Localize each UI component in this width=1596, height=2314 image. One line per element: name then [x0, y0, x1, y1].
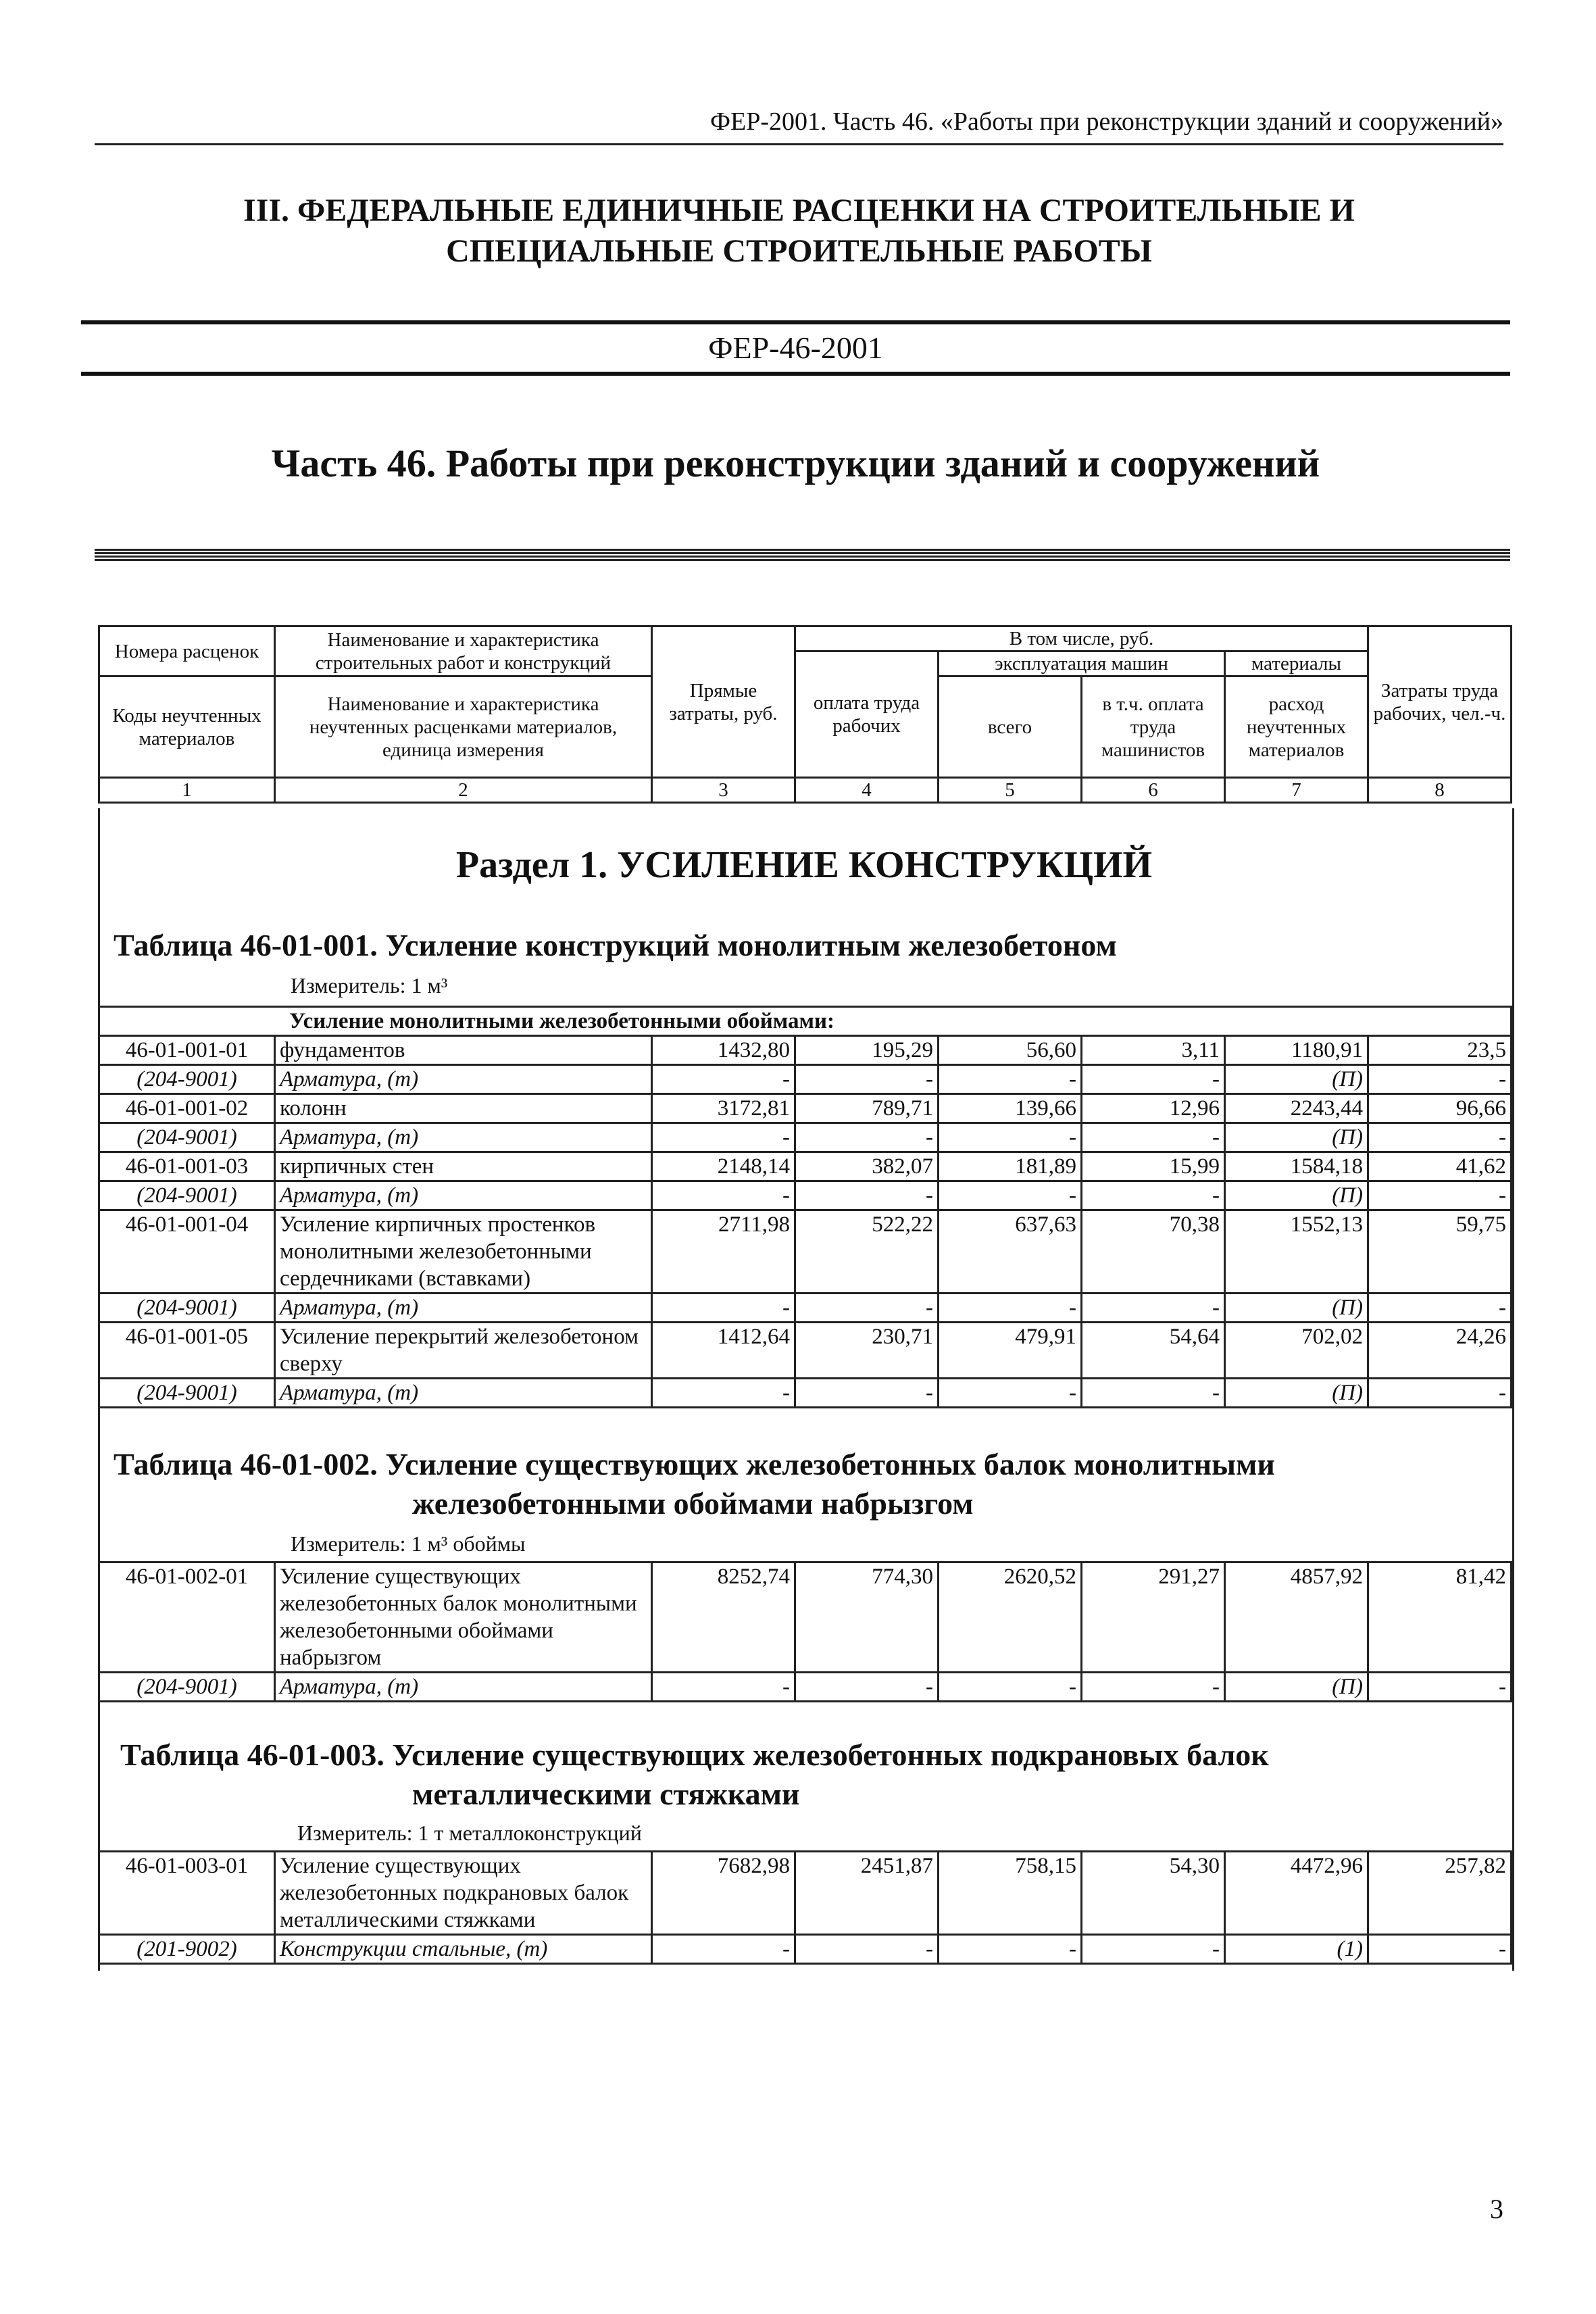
hdr-c1-bottom: Коды неучтенных материалов: [99, 676, 275, 778]
rate-value: 23,5: [1368, 1036, 1512, 1065]
rate-value: 702,02: [1225, 1323, 1368, 1379]
material-value: -: [652, 1294, 795, 1323]
material-value: -: [1082, 1379, 1225, 1408]
material-value: -: [652, 1935, 795, 1964]
material-value: -: [795, 1379, 939, 1408]
rate-value: 2711,98: [652, 1210, 795, 1294]
work-name: Усиление существующих железобетонных подкрановых балок металлическими стяжками: [275, 1852, 652, 1935]
rate-value: 2620,52: [939, 1562, 1082, 1673]
material-value: -: [939, 1673, 1082, 1702]
rate-code: 46-01-001-01: [99, 1036, 275, 1065]
material-row: [99, 1294, 1512, 1323]
hdr-c4: оплата труда рабочих: [795, 651, 939, 778]
material-row: [99, 1065, 1512, 1094]
rate-value: 637,63: [939, 1210, 1082, 1294]
rate-value: 4857,92: [1225, 1562, 1368, 1673]
rate-code: 46-01-001-04: [99, 1210, 275, 1294]
column-header-table: [98, 625, 1512, 804]
rate-value: 96,66: [1368, 1094, 1512, 1123]
work-name: Усиление перекрытий железобетоном сверху: [275, 1323, 652, 1379]
table1-measure: Измеритель: 1 м³: [291, 973, 448, 998]
material-value: -: [939, 1123, 1082, 1152]
material-value: (П): [1225, 1379, 1368, 1408]
rate-row: [99, 1562, 1512, 1673]
table1: [98, 1006, 1512, 1408]
work-name: Усиление существующих железобетонных балок монолитными железобетонными обоймами набрызгом: [275, 1562, 652, 1673]
material-value: -: [939, 1294, 1082, 1323]
material-code: (204-9001): [99, 1673, 275, 1702]
rate-value: 41,62: [1368, 1152, 1512, 1181]
rate-value: 8252,74: [652, 1562, 795, 1673]
section-heading-line2: СПЕЦИАЛЬНЫЕ СТРОИТЕЛЬНЫЕ РАБОТЫ: [446, 233, 1152, 269]
material-value: -: [1082, 1123, 1225, 1152]
material-value: -: [1368, 1935, 1512, 1964]
hdr-c8: Затраты труда рабочих, чел.-ч.: [1368, 626, 1512, 778]
material-value: -: [1368, 1181, 1512, 1210]
material-value: -: [795, 1181, 939, 1210]
table1-group-label: Усиление монолитными железобетонными обоймами:: [99, 1007, 1512, 1036]
header-rule: [95, 143, 1503, 145]
rate-value: 1552,13: [1225, 1210, 1368, 1294]
material-value: -: [939, 1181, 1082, 1210]
material-value: -: [795, 1065, 939, 1094]
table3-measure: Измеритель: 1 т металлоконструкций: [297, 1821, 642, 1845]
material-value: -: [795, 1123, 939, 1152]
table2-title-line2: железобетонными обоймами набрызгом: [412, 1486, 974, 1521]
hdr-c1-top: Номера расценок: [99, 626, 275, 676]
page-number: 3: [1490, 2194, 1503, 2224]
rate-value: 1584,18: [1225, 1152, 1368, 1181]
table3-title-line2: металлическими стяжками: [412, 1777, 800, 1811]
rate-value: 3,11: [1082, 1036, 1225, 1065]
material-value: (П): [1225, 1065, 1368, 1094]
material-value: -: [652, 1673, 795, 1702]
material-value: -: [939, 1379, 1082, 1408]
rate-row: [99, 1852, 1512, 1935]
material-value: -: [1082, 1935, 1225, 1964]
decorative-band: [95, 549, 1510, 561]
rate-value: 24,26: [1368, 1323, 1512, 1379]
material-value: (П): [1225, 1673, 1368, 1702]
material-value: -: [652, 1181, 795, 1210]
hdr-num: 5: [939, 778, 1082, 803]
rate-value: 382,07: [795, 1152, 939, 1181]
material-value: -: [652, 1123, 795, 1152]
material-value: -: [1082, 1673, 1225, 1702]
rate-value: 2148,14: [652, 1152, 795, 1181]
rate-value: 522,22: [795, 1210, 939, 1294]
work-name: фундаментов: [275, 1036, 652, 1065]
material-value: -: [1082, 1181, 1225, 1210]
rate-value: 59,75: [1368, 1210, 1512, 1294]
hdr-c5: всего: [939, 676, 1082, 778]
hdr-num: 7: [1225, 778, 1368, 803]
table2: [98, 1561, 1512, 1702]
material-value: -: [1368, 1065, 1512, 1094]
rate-value: 774,30: [795, 1562, 939, 1673]
work-name: кирпичных стен: [275, 1152, 652, 1181]
hdr-c7: расход неучтенных материалов: [1225, 676, 1368, 778]
material-value: -: [795, 1294, 939, 1323]
rate-value: 7682,98: [652, 1852, 795, 1935]
rule-top: [81, 320, 1510, 324]
rate-value: 789,71: [795, 1094, 939, 1123]
rate-value: 15,99: [1082, 1152, 1225, 1181]
material-value: (П): [1225, 1181, 1368, 1210]
rate-row: [99, 1036, 1512, 1065]
rate-value: 70,38: [1082, 1210, 1225, 1294]
material-name: Арматура, (т): [275, 1181, 652, 1210]
material-code: (204-9001): [99, 1181, 275, 1210]
rate-value: 54,30: [1082, 1852, 1225, 1935]
material-value: (П): [1225, 1294, 1368, 1323]
hdr-num: 6: [1082, 778, 1225, 803]
material-value: -: [1082, 1294, 1225, 1323]
rate-value: 230,71: [795, 1323, 939, 1379]
rate-value: 2451,87: [795, 1852, 939, 1935]
rate-value: 479,91: [939, 1323, 1082, 1379]
material-value: -: [1368, 1123, 1512, 1152]
material-value: -: [1368, 1379, 1512, 1408]
hdr-c6: в т.ч. оплата труда машинистов: [1082, 676, 1225, 778]
material-name: Арматура, (т): [275, 1065, 652, 1094]
rate-value: 181,89: [939, 1152, 1082, 1181]
material-name: Арматура, (т): [275, 1673, 652, 1702]
table3-title-line1: Таблица 46-01-003. Усиление существующих железобетонных подкрановых балок: [120, 1738, 1269, 1772]
work-name: Усиление кирпичных простенков монолитными железобетонными сердечниками (вставками): [275, 1210, 652, 1294]
work-name: колонн: [275, 1094, 652, 1123]
material-value: -: [1368, 1673, 1512, 1702]
table1-title: Таблица 46-01-001. Усиление конструкций монолитным железобетоном: [114, 928, 1117, 962]
rate-value: 139,66: [939, 1094, 1082, 1123]
hdr-num: 2: [275, 778, 652, 803]
rate-code: 46-01-001-05: [99, 1323, 275, 1379]
material-value: -: [652, 1065, 795, 1094]
rate-code: 46-01-002-01: [99, 1562, 275, 1673]
rate-value: 54,64: [1082, 1323, 1225, 1379]
material-value: (1): [1225, 1935, 1368, 1964]
hdr-num: 4: [795, 778, 939, 803]
section-heading: [95, 191, 1503, 272]
hdr-incl: В том числе, руб.: [795, 626, 1368, 651]
running-header: ФЕР-2001. Часть 46. «Работы при реконструкции зданий и сооружений»: [709, 107, 1503, 136]
material-value: -: [795, 1673, 939, 1702]
material-row: [99, 1673, 1512, 1702]
hdr-machines: эксплуатация машин: [939, 651, 1225, 676]
part-title: Часть 46. Работы при реконструкции зданий и сооружений: [271, 441, 1320, 485]
rate-value: 195,29: [795, 1036, 939, 1065]
table2-measure: Измеритель: 1 м³ обоймы: [291, 1531, 526, 1556]
rate-row: [99, 1210, 1512, 1294]
material-value: -: [939, 1935, 1082, 1964]
hdr-num: 1: [99, 778, 275, 803]
material-code: (204-9001): [99, 1294, 275, 1323]
rule-bottom: [81, 372, 1510, 376]
rate-value: 3172,81: [652, 1094, 795, 1123]
material-name: Арматура, (т): [275, 1294, 652, 1323]
rate-code: 46-01-003-01: [99, 1852, 275, 1935]
hdr-c3: Прямые затраты, руб.: [652, 626, 795, 778]
material-row: [99, 1123, 1512, 1152]
rate-value: 12,96: [1082, 1094, 1225, 1123]
collection-code: ФЕР-46-2001: [708, 330, 883, 365]
material-code: (201-9002): [99, 1935, 275, 1964]
rate-value: 81,42: [1368, 1562, 1512, 1673]
rate-value: 4472,96: [1225, 1852, 1368, 1935]
material-value: -: [1082, 1065, 1225, 1094]
rate-value: 1432,80: [652, 1036, 795, 1065]
material-name: Арматура, (т): [275, 1123, 652, 1152]
rate-value: 291,27: [1082, 1562, 1225, 1673]
hdr-num: 8: [1368, 778, 1512, 803]
section-title: Раздел 1. УСИЛЕНИЕ КОНСТРУКЦИЙ: [455, 844, 1153, 886]
material-code: (204-9001): [99, 1123, 275, 1152]
hdr-c2-top: Наименование и характеристика строительных работ и конструкций: [275, 626, 652, 676]
rate-row: [99, 1094, 1512, 1123]
table2-title-line1: Таблица 46-01-002. Усиление существующих железобетонных балок монолитными: [114, 1447, 1275, 1481]
material-value: -: [652, 1379, 795, 1408]
material-row: [99, 1181, 1512, 1210]
material-code: (204-9001): [99, 1379, 275, 1408]
material-row: [99, 1379, 1512, 1408]
material-value: -: [1368, 1294, 1512, 1323]
rate-value: 257,82: [1368, 1852, 1512, 1935]
hdr-materials: материалы: [1225, 651, 1368, 676]
rate-value: 1180,91: [1225, 1036, 1368, 1065]
material-name: Конструкции стальные, (т): [275, 1935, 652, 1964]
hdr-num: 3: [652, 778, 795, 803]
table3: [98, 1850, 1512, 1965]
material-value: (П): [1225, 1123, 1368, 1152]
rate-row: [99, 1152, 1512, 1181]
rate-code: 46-01-001-02: [99, 1094, 275, 1123]
rate-value: 2243,44: [1225, 1094, 1368, 1123]
rate-value: 758,15: [939, 1852, 1082, 1935]
material-code: (204-9001): [99, 1065, 275, 1094]
material-row: [99, 1935, 1512, 1964]
rate-row: [99, 1323, 1512, 1379]
rate-value: 1412,64: [652, 1323, 795, 1379]
rate-value: 56,60: [939, 1036, 1082, 1065]
material-name: Арматура, (т): [275, 1379, 652, 1408]
rate-code: 46-01-001-03: [99, 1152, 275, 1181]
section-heading-line1: III. ФЕДЕРАЛЬНЫЕ ЕДИНИЧНЫЕ РАСЦЕНКИ НА СТРОИТЕЛЬНЫЕ И: [243, 193, 1355, 228]
material-value: -: [939, 1065, 1082, 1094]
material-value: -: [795, 1935, 939, 1964]
hdr-c2-bottom: Наименование и характеристика неучтенных расценками материалов, единица измерения: [275, 676, 652, 778]
